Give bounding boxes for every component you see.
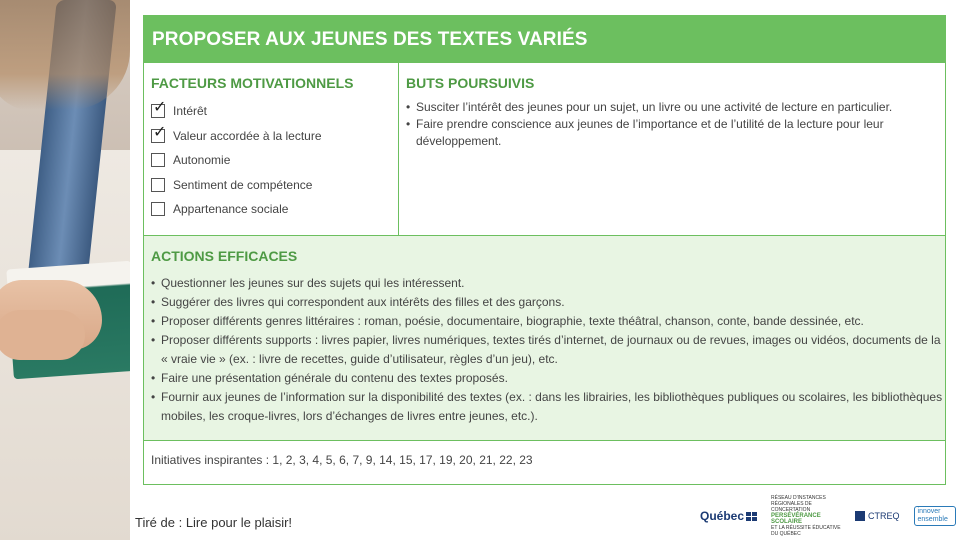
checkbox-label: Autonomie xyxy=(173,153,231,168)
reseau-logo: RÉSEAU D'INSTANCES RÉGIONALES DE CONCERTATION PERSÉVÉRANCE SCOLAIRE ET LA RÉUSSITE ÉDUCATIVE DU QUÉBEC xyxy=(771,495,841,537)
content-panel xyxy=(143,15,946,485)
checkbox-item-valeur xyxy=(151,124,398,149)
action-item: • Suggérer des livres qui correspondent aux intérêts des filles et des garçons. xyxy=(151,293,945,312)
goals-section xyxy=(399,63,945,235)
action-item: • Fournir aux jeunes de l’information sur la disponibilité des textes (ex. : dans les librairies, les bibliothèques publiques ou scolaires, les bibliothèques mobiles, les croque-livres, lors d’échanges de livres entre jeunes, etc.). xyxy=(151,388,945,426)
initiatives-line: Initiatives inspirantes : 1, 2, 3, 4, 5, 6, 7, 9, 14, 15, 17, 19, 20, 21, 22, 23 xyxy=(151,453,533,467)
goal-item: • Faire prendre conscience aux jeunes de l’importance et de l’utilité de la lecture pour leur développement. xyxy=(406,116,945,150)
actions-section xyxy=(144,236,945,441)
checkbox-item-interet xyxy=(151,99,398,124)
empty-box-icon xyxy=(151,153,165,167)
reader-photo xyxy=(0,0,130,540)
actions-heading: ACTIONS EFFICACES xyxy=(151,248,298,264)
action-item: • Faire une présentation générale du contenu des textes proposés. xyxy=(151,369,945,388)
motivation-section xyxy=(144,63,399,235)
motivation-heading: FACTEURS MOTIVATIONNELS xyxy=(151,75,354,91)
checked-box-icon: ✓ xyxy=(153,123,167,141)
action-item: • Questionner les jeunes sur des sujets qui les intéressent. xyxy=(151,274,945,293)
page-title: PROPOSER AUX JEUNES DES TEXTES VARIÉS xyxy=(152,28,588,50)
checkbox-item-competence xyxy=(151,173,398,198)
empty-box-icon xyxy=(151,202,165,216)
action-item: • Proposer différents genres littéraires : roman, poésie, documentaire, biographie, texte théâtral, chanson, conte, bande dessinée, etc. xyxy=(151,312,945,331)
checkbox-label: Appartenance sociale xyxy=(173,202,289,217)
checkbox-label: Sentiment de compétence xyxy=(173,177,313,192)
goal-item: • Susciter l’intérêt des jeunes pour un sujet, un livre ou une activité de lecture en particulier. xyxy=(406,99,945,116)
source-caption: Tiré de : Lire pour le plaisir! xyxy=(135,515,293,530)
checkbox-item-appartenance xyxy=(151,197,398,222)
empty-box-icon xyxy=(151,178,165,192)
ctreq-logo: CTREQ xyxy=(855,511,900,521)
innover-logo: innover ensemble xyxy=(914,506,956,526)
ctreq-mark-icon xyxy=(855,511,865,521)
checkbox-item-autonomie xyxy=(151,148,398,173)
quebec-logo: Québec xyxy=(700,509,757,523)
action-item: • Proposer différents supports : livres papier, livres numériques, textes tirés d’internet, de journaux ou de revues, images ou vidéos, documents de la « vraie vie » (ex. : livre de recettes, guide d’utilisateur, règles d’un jeu), etc. xyxy=(151,331,945,369)
partner-logos xyxy=(700,495,956,537)
checkbox-label: Valeur accordée à la lecture xyxy=(173,128,322,143)
checked-box-icon: ✓ xyxy=(153,99,167,117)
title-banner xyxy=(144,16,945,63)
goals-heading: BUTS POURSUIVIS xyxy=(406,75,535,91)
checkbox-label: Intérêt xyxy=(173,104,208,119)
fleur-de-lys-flag-icon xyxy=(746,512,757,521)
